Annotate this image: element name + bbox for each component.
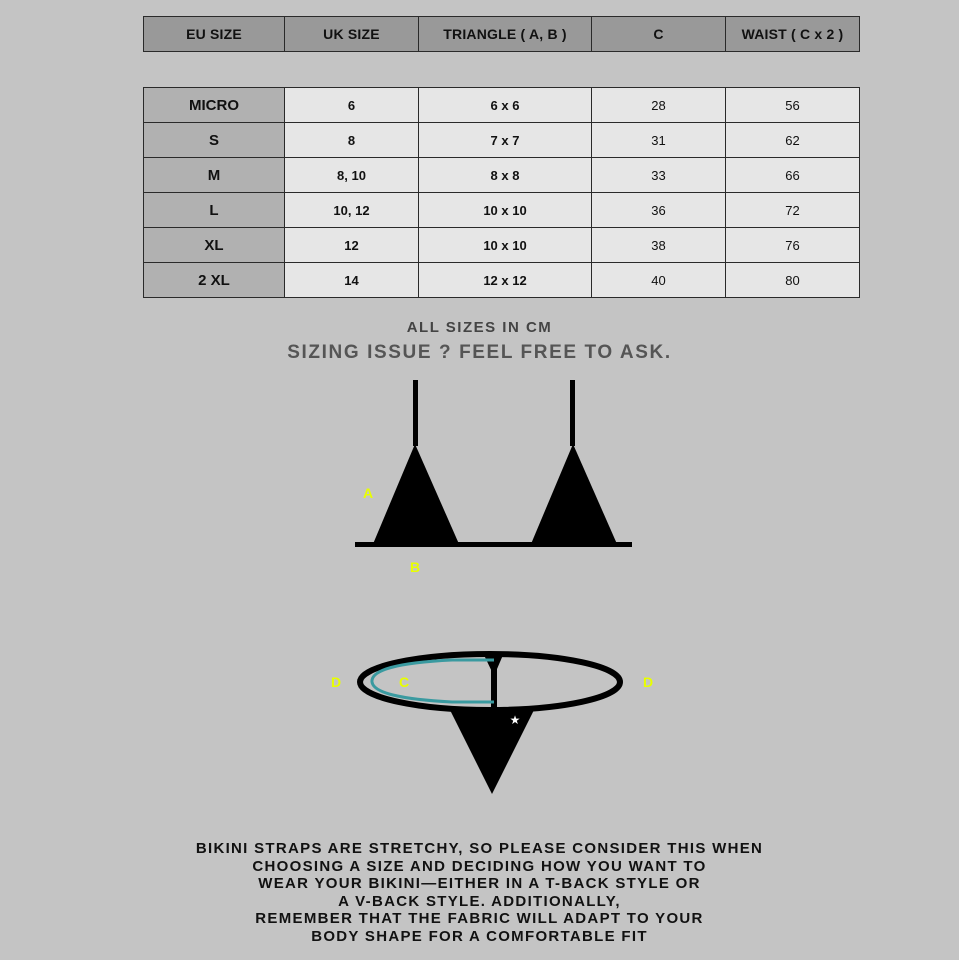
disclaimer-line: BIKINI STRAPS ARE STRETCHY, SO PLEASE CONSIDER THIS WHEN: [195, 840, 764, 857]
uk-size-cell: 6: [285, 88, 419, 123]
right-strap: [570, 380, 575, 446]
label-c: C: [398, 674, 410, 690]
waist-cell: 66: [726, 158, 860, 193]
disclaimer-line: BODY SHAPE FOR A COMFORTABLE FIT: [311, 927, 648, 945]
contact-note: SIZING ISSUE ? FEEL FREE TO ASK.: [287, 342, 672, 363]
bottom-triangle: [450, 710, 534, 794]
uk-size-cell: 8: [285, 123, 419, 158]
eu-size-cell: 2 XL: [144, 263, 285, 298]
eu-size-cell: L: [144, 193, 285, 228]
c-cell: 40: [592, 263, 726, 298]
bikini-bottom-illustration: [331, 654, 653, 794]
c-cell: 36: [592, 193, 726, 228]
eu-size-cell: M: [144, 158, 285, 193]
bikini-top-illustration: [355, 380, 632, 575]
left-triangle: [373, 444, 459, 544]
disclaimer-line: REMEMBER THAT THE FABRIC WILL ADAPT TO YOUR: [255, 910, 704, 928]
header-triangle: TRIANGLE ( A, B ): [419, 17, 592, 52]
c-measure-line: [372, 660, 494, 702]
c-cell: 28: [592, 88, 726, 123]
triangle-cell: 10 x 10: [419, 228, 592, 263]
label-b: B: [409, 559, 421, 575]
triangle-cell: 12 x 12: [419, 263, 592, 298]
header-uk-size: UK SIZE: [285, 17, 419, 52]
waist-cell: 62: [726, 123, 860, 158]
disclaimer-line: CHOOSING A SIZE AND DECIDING HOW YOU WANT TO: [252, 857, 707, 875]
right-triangle: [531, 444, 617, 544]
header-waist: WAIST ( C x 2 ): [726, 17, 860, 52]
stretch-disclaimer: [0, 840, 959, 946]
c-cell: 31: [592, 123, 726, 158]
c-cell: 38: [592, 228, 726, 263]
disclaimer-line: WEAR YOUR BIKINI—EITHER IN A T-BACK STYLE OR: [258, 875, 701, 893]
waist-cell: 72: [726, 193, 860, 228]
left-strap: [413, 380, 418, 446]
eu-size-cell: MICRO: [144, 88, 285, 123]
triangle-cell: 7 x 7: [419, 123, 592, 158]
header-c: C: [592, 17, 726, 52]
label-d-left: D: [330, 674, 342, 690]
eu-size-cell: S: [144, 123, 285, 158]
triangle-cell: 6 x 6: [419, 88, 592, 123]
label-a: A: [362, 485, 374, 501]
underband: [355, 542, 632, 547]
disclaimer-line: A V-BACK STYLE. ADDITIONALLY,: [338, 892, 621, 910]
uk-size-cell: 12: [285, 228, 419, 263]
waist-cell: 56: [726, 88, 860, 123]
waist-cell: 76: [726, 228, 860, 263]
triangle-cell: 8 x 8: [419, 158, 592, 193]
eu-size-cell: XL: [144, 228, 285, 263]
c-cell: 33: [592, 158, 726, 193]
uk-size-cell: 8, 10: [285, 158, 419, 193]
uk-size-cell: 14: [285, 263, 419, 298]
waist-cell: 80: [726, 263, 860, 298]
units-note: ALL SIZES IN CM: [406, 319, 553, 336]
triangle-cell: 10 x 10: [419, 193, 592, 228]
star-icon: ★: [509, 713, 521, 727]
label-d-right: D: [642, 674, 654, 690]
header-eu-size: EU SIZE: [144, 17, 285, 52]
uk-size-cell: 10, 12: [285, 193, 419, 228]
